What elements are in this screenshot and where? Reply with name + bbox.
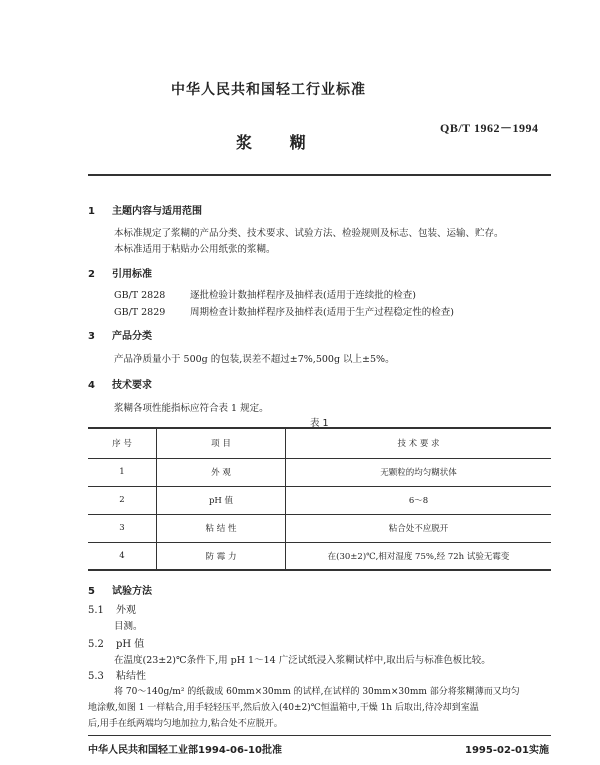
table-cell: 6～8: [286, 486, 552, 514]
subsection-5-1-title: 外观: [116, 605, 136, 616]
table-cell: 4: [88, 542, 157, 570]
table-cell: 在(30±2)℃,相对湿度 75%,经 72h 试验无霉变: [286, 542, 552, 570]
table-cell: 1: [88, 458, 157, 486]
table-cell: 防 霉 力: [157, 542, 286, 570]
table-cell: pH 值: [157, 486, 286, 514]
section-4-heading: [88, 376, 152, 391]
table-header-cell: 项 目: [157, 428, 286, 458]
table-row: [88, 486, 551, 514]
subsection-5-3-heading: [88, 667, 146, 682]
section-2-number: 2: [88, 269, 95, 280]
table-cell: 外 观: [157, 458, 286, 486]
standard-code: QB/T 1962－1994: [440, 121, 539, 135]
subsection-5-2-title: pH 值: [116, 639, 145, 650]
effective-date: 1995-02-01实施: [465, 745, 549, 756]
section-5-title: 试验方法: [112, 586, 152, 597]
reference-title: 逐批检验计数抽样程序及抽样表(适用于连续批的检查): [190, 290, 416, 301]
subsection-5-3-line-3: 后,用手在纸两端均匀地加拉力,粘合处不应脱开。: [88, 719, 283, 729]
subsection-5-3-title: 粘结性: [116, 671, 146, 682]
section-1-title: 主题内容与适用范围: [112, 206, 202, 217]
approval-line: 中华人民共和国轻工业部1994-06-10批准: [88, 745, 282, 756]
footer-rule: [88, 735, 551, 736]
subsection-5-2-heading: [88, 635, 144, 650]
section-3-paragraph: 产品净质量小于 500g 的包装,误差不超过±7%,500g 以上±5%。: [114, 354, 395, 365]
table-row: [88, 458, 551, 486]
reference-item: [114, 287, 416, 301]
table-cell: 无颗粒的均匀糊状体: [286, 458, 552, 486]
table-header-cell: 序 号: [88, 428, 157, 458]
table-row: [88, 514, 551, 542]
section-3-title: 产品分类: [112, 331, 152, 342]
table-header-row: [88, 428, 551, 458]
table-cell: 粘 结 性: [157, 514, 286, 542]
section-1-paragraph-2: 本标准适用于粘贴办公用纸张的浆糊。: [114, 244, 276, 255]
spec-table: [88, 427, 551, 571]
document-title: 浆 糊: [236, 133, 312, 152]
section-5-number: 5: [88, 586, 95, 597]
table-cell: 2: [88, 486, 157, 514]
section-4-title: 技术要求: [112, 380, 152, 391]
subsection-5-2-number: 5.2: [88, 639, 104, 650]
subsection-5-3-line-2: 地涂敷,如图 1 一样粘合,用手轻轻压平,然后放入(40±2)℃恒温箱中,干燥 1h 后取出,待冷却到室温: [88, 703, 479, 713]
header-rule: [88, 174, 551, 176]
section-1-paragraph-1: 本标准规定了浆糊的产品分类、技术要求、试验方法、检验规则及标志、包装、运输、贮存。: [114, 228, 504, 239]
table-header-cell: 技 术 要 求: [286, 428, 552, 458]
section-3-heading: [88, 327, 152, 342]
section-4-paragraph: 浆糊各项性能指标应符合表 1 规定。: [114, 403, 269, 414]
reference-code: GB/T 2828: [114, 290, 166, 301]
table-cell: 3: [88, 514, 157, 542]
table-cell: 粘合处不应脱开: [286, 514, 552, 542]
subsection-5-1-heading: [88, 601, 136, 616]
subsection-5-3-number: 5.3: [88, 671, 104, 682]
subsection-5-3-line-1: 将 70～140g/m² 的纸裁成 60mm×30mm 的试样,在试样的 30mm×30mm 部分将浆糊薄而又均匀: [114, 687, 520, 697]
section-5-heading: [88, 582, 152, 597]
issuing-organization: 中华人民共和国轻工行业标准: [171, 82, 366, 98]
table-row: [88, 542, 551, 570]
section-1-number: 1: [88, 206, 95, 217]
subsection-5-2-text: 在温度(23±2)℃条件下,用 pH 1～14 广泛试纸浸入浆糊试样中,取出后与标准色板比较。: [114, 655, 491, 666]
reference-item: [114, 304, 454, 318]
subsection-5-1-number: 5.1: [88, 605, 104, 616]
section-2-title: 引用标准: [112, 269, 152, 280]
subsection-5-1-text: 目测。: [114, 621, 143, 632]
section-4-number: 4: [88, 380, 95, 391]
section-3-number: 3: [88, 331, 95, 342]
section-2-heading: [88, 265, 152, 280]
section-1-heading: [88, 202, 202, 217]
reference-title: 周期检查计数抽样程序及抽样表(适用于生产过程稳定性的检查): [190, 307, 454, 318]
reference-code: GB/T 2829: [114, 307, 166, 318]
table-caption: 表 1: [310, 418, 329, 429]
